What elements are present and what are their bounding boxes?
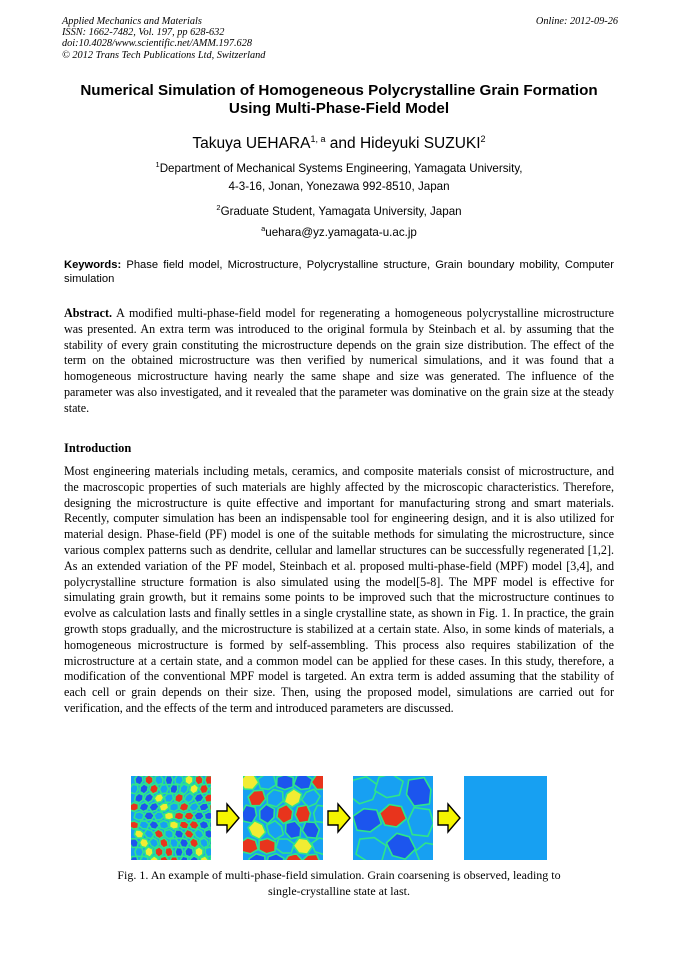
author-1: Takuya UEHARA xyxy=(192,135,311,152)
grain xyxy=(195,847,203,858)
grain xyxy=(170,784,178,794)
grain xyxy=(259,839,275,854)
email-sup: a xyxy=(261,224,266,233)
author-line xyxy=(50,130,628,153)
grain xyxy=(240,838,258,854)
grain xyxy=(170,839,178,848)
grain xyxy=(155,847,163,858)
abstract xyxy=(64,306,614,417)
grain xyxy=(204,812,214,820)
affiliation-1-line-1 xyxy=(50,158,628,176)
grain xyxy=(174,812,184,820)
affiliation-2-sup: 2 xyxy=(216,203,221,212)
grain xyxy=(131,803,138,812)
caption-line-1: Fig. 1. An example of multi-phase-field simulation. Grain coarsening is observed, leading to xyxy=(117,868,561,882)
affiliation-1-text: Department of Mechanical Systems Engineering, Yamagata University, xyxy=(159,162,523,175)
keywords xyxy=(64,259,614,286)
grain xyxy=(134,812,144,820)
grain xyxy=(189,821,199,830)
grain xyxy=(179,802,189,811)
grain xyxy=(170,803,179,812)
grain xyxy=(277,776,294,790)
journal-header xyxy=(62,16,618,61)
grain xyxy=(174,830,183,838)
figure-1-simulation-sequence xyxy=(131,776,547,860)
keywords-text: Phase field model, Microstructure, Polycrystalline structure, Grain boundary mobility, Computer simulation xyxy=(64,259,614,285)
arrow-icon xyxy=(328,804,350,832)
grain xyxy=(276,839,295,853)
grain xyxy=(164,794,173,803)
doi-line: doi:10.4028/www.scientific.net/AMM.197.628 xyxy=(62,38,252,50)
grain xyxy=(210,803,219,812)
grain xyxy=(145,776,153,785)
sim-panel-1 xyxy=(131,776,218,860)
author-and: and xyxy=(329,135,356,152)
grain xyxy=(210,856,219,860)
grain xyxy=(131,821,139,829)
email-address: uehara@yz.yamagata-u.ac.jp xyxy=(265,226,417,239)
author-2: Hideyuki SUZUKI xyxy=(359,135,481,152)
journal-name: Applied Mechanics and Materials xyxy=(62,16,202,27)
title-line-2: Using Multi-Phase-Field Model xyxy=(228,100,450,117)
sim-panel-3 xyxy=(348,776,443,860)
grain xyxy=(408,808,434,837)
grain xyxy=(139,821,149,829)
grain xyxy=(175,776,183,785)
abstract-label: Abstract. xyxy=(64,306,113,320)
grain xyxy=(194,812,204,820)
grain xyxy=(205,829,214,838)
copyright-line: © 2012 Trans Tech Publications Ltd, Switzerland xyxy=(62,49,266,61)
affiliation-1-line-2: 4-3-16, Jonan, Yonezawa 992-8510, Japan xyxy=(228,180,450,193)
grain xyxy=(169,821,178,829)
email-line xyxy=(50,222,628,240)
grain xyxy=(131,784,138,794)
grain xyxy=(145,847,153,857)
paper-title xyxy=(50,82,628,118)
sim-panel-2 xyxy=(239,776,330,860)
grain xyxy=(179,821,189,829)
grain xyxy=(195,776,203,785)
grain xyxy=(160,784,169,793)
grain xyxy=(149,821,159,830)
grain xyxy=(205,776,213,785)
grain xyxy=(139,802,149,811)
grain xyxy=(175,793,184,803)
online-date: Online: 2012-09-26 xyxy=(535,16,618,27)
grain xyxy=(210,838,218,848)
grain xyxy=(175,848,183,857)
grain xyxy=(160,838,169,848)
grain xyxy=(134,830,144,838)
grain xyxy=(189,838,198,848)
figure-1-caption xyxy=(62,867,616,899)
grain xyxy=(314,805,329,822)
grain xyxy=(194,793,204,803)
affiliation-2 xyxy=(50,201,628,219)
grain xyxy=(135,847,143,856)
issn-line: ISSN: 1662-7482, Vol. 197, pp 628-632 xyxy=(62,27,225,39)
grain xyxy=(165,776,173,785)
keywords-label: Keywords: xyxy=(64,259,122,271)
grain xyxy=(131,857,138,860)
affiliation-2-text: Graduate Student, Yamagata University, Japan xyxy=(220,205,462,218)
grain xyxy=(144,812,155,820)
author-2-sup: 2 xyxy=(480,134,486,144)
introduction-paragraph: Most engineering materials including metals, ceramics, and composite materials consist of microstructure, and the macroscopic properties of such materials are highly affected by the microscopic characteristics. Therefore, designing the microstructure is quite effective and important for manufacturing strong and smart materials. Recently, computer simulation has been an indispensable tool for engineering design, and it is also utilized for material design. Phase-field (PF) model is one of the suitable methods for simulating the microstructure, since various complex patterns such as dendrite, cellular and lamellar structures can be successfully regenerated [1,2]. As an extended variation of the PF model, Steinbach et al. proposed multi-phase-field (MPF) model [3,4], and polycrystalline structure formation is also simulated using the model[5-8]. The MPF model is effective for simulating grain growth, but it remains some points to be improved such that the microstructure continues to evolve as calculation lasts and finally settles in a single crystalline state, as shown in Fig. 1. In practice, the grain growth stops gradually, and the microstructure is stabilized at a certain state. Also, in some kinds of materials, a homogeneous microstructure is formed by self-assembling. This process also requires stabilization of the microstructure at a certain state, and a common model can be applied for these cases. In this study, therefore, a modification of the conventional MPF model is targeted. An extra term is added assuming that the stability of each cell or grain depends on their size. Then, using the proposed model, simulations are carried out for verification, and the effects of the term and introduced parameters are discussed. xyxy=(64,464,614,715)
arrow-icon xyxy=(438,804,460,832)
author-1-sup: 1, a xyxy=(310,134,326,144)
abstract-text: A modified multi-phase-field model for regenerating a homogeneous polycrystalline microstructure was presented. An extra term was introduced to the original formula by Steinbach et al. by assuming that the stability of every grain constituting the microstructure depends on the grain size distribution. The effect of the term on the obtained microstructure was then verified by numerical simulations, and it was found that a homogeneous microstructure having nearly the same shape and size was generated. The influence of the parameter was also investigated, and it revealed that the parameter was dominative on the grain size at the steady state. xyxy=(64,306,614,415)
grain xyxy=(170,857,179,860)
grain xyxy=(199,820,209,829)
grain xyxy=(165,829,174,838)
grain xyxy=(295,805,310,823)
grain xyxy=(154,812,164,820)
grain xyxy=(185,847,194,857)
grain xyxy=(185,776,193,785)
introduction-heading: Introduction xyxy=(64,441,132,455)
grain xyxy=(131,839,138,848)
grain xyxy=(199,784,208,794)
arrow-icon xyxy=(217,804,239,832)
caption-line-2: single-crystalline state at last. xyxy=(268,884,410,898)
grain xyxy=(258,776,276,789)
affiliation-1-sup: 1 xyxy=(155,160,160,169)
grain xyxy=(184,812,194,820)
grain xyxy=(190,784,199,794)
grain xyxy=(204,794,213,802)
grain xyxy=(199,803,209,811)
grain xyxy=(159,821,169,830)
title-line-1: Numerical Simulation of Homogeneous Polycrystalline Grain Formation xyxy=(80,82,598,99)
grain xyxy=(210,785,218,794)
sim-panel-4 xyxy=(464,776,547,860)
grain xyxy=(205,847,213,857)
grain xyxy=(135,776,143,785)
grain xyxy=(312,838,331,854)
grain xyxy=(159,803,169,811)
grain xyxy=(164,812,174,820)
